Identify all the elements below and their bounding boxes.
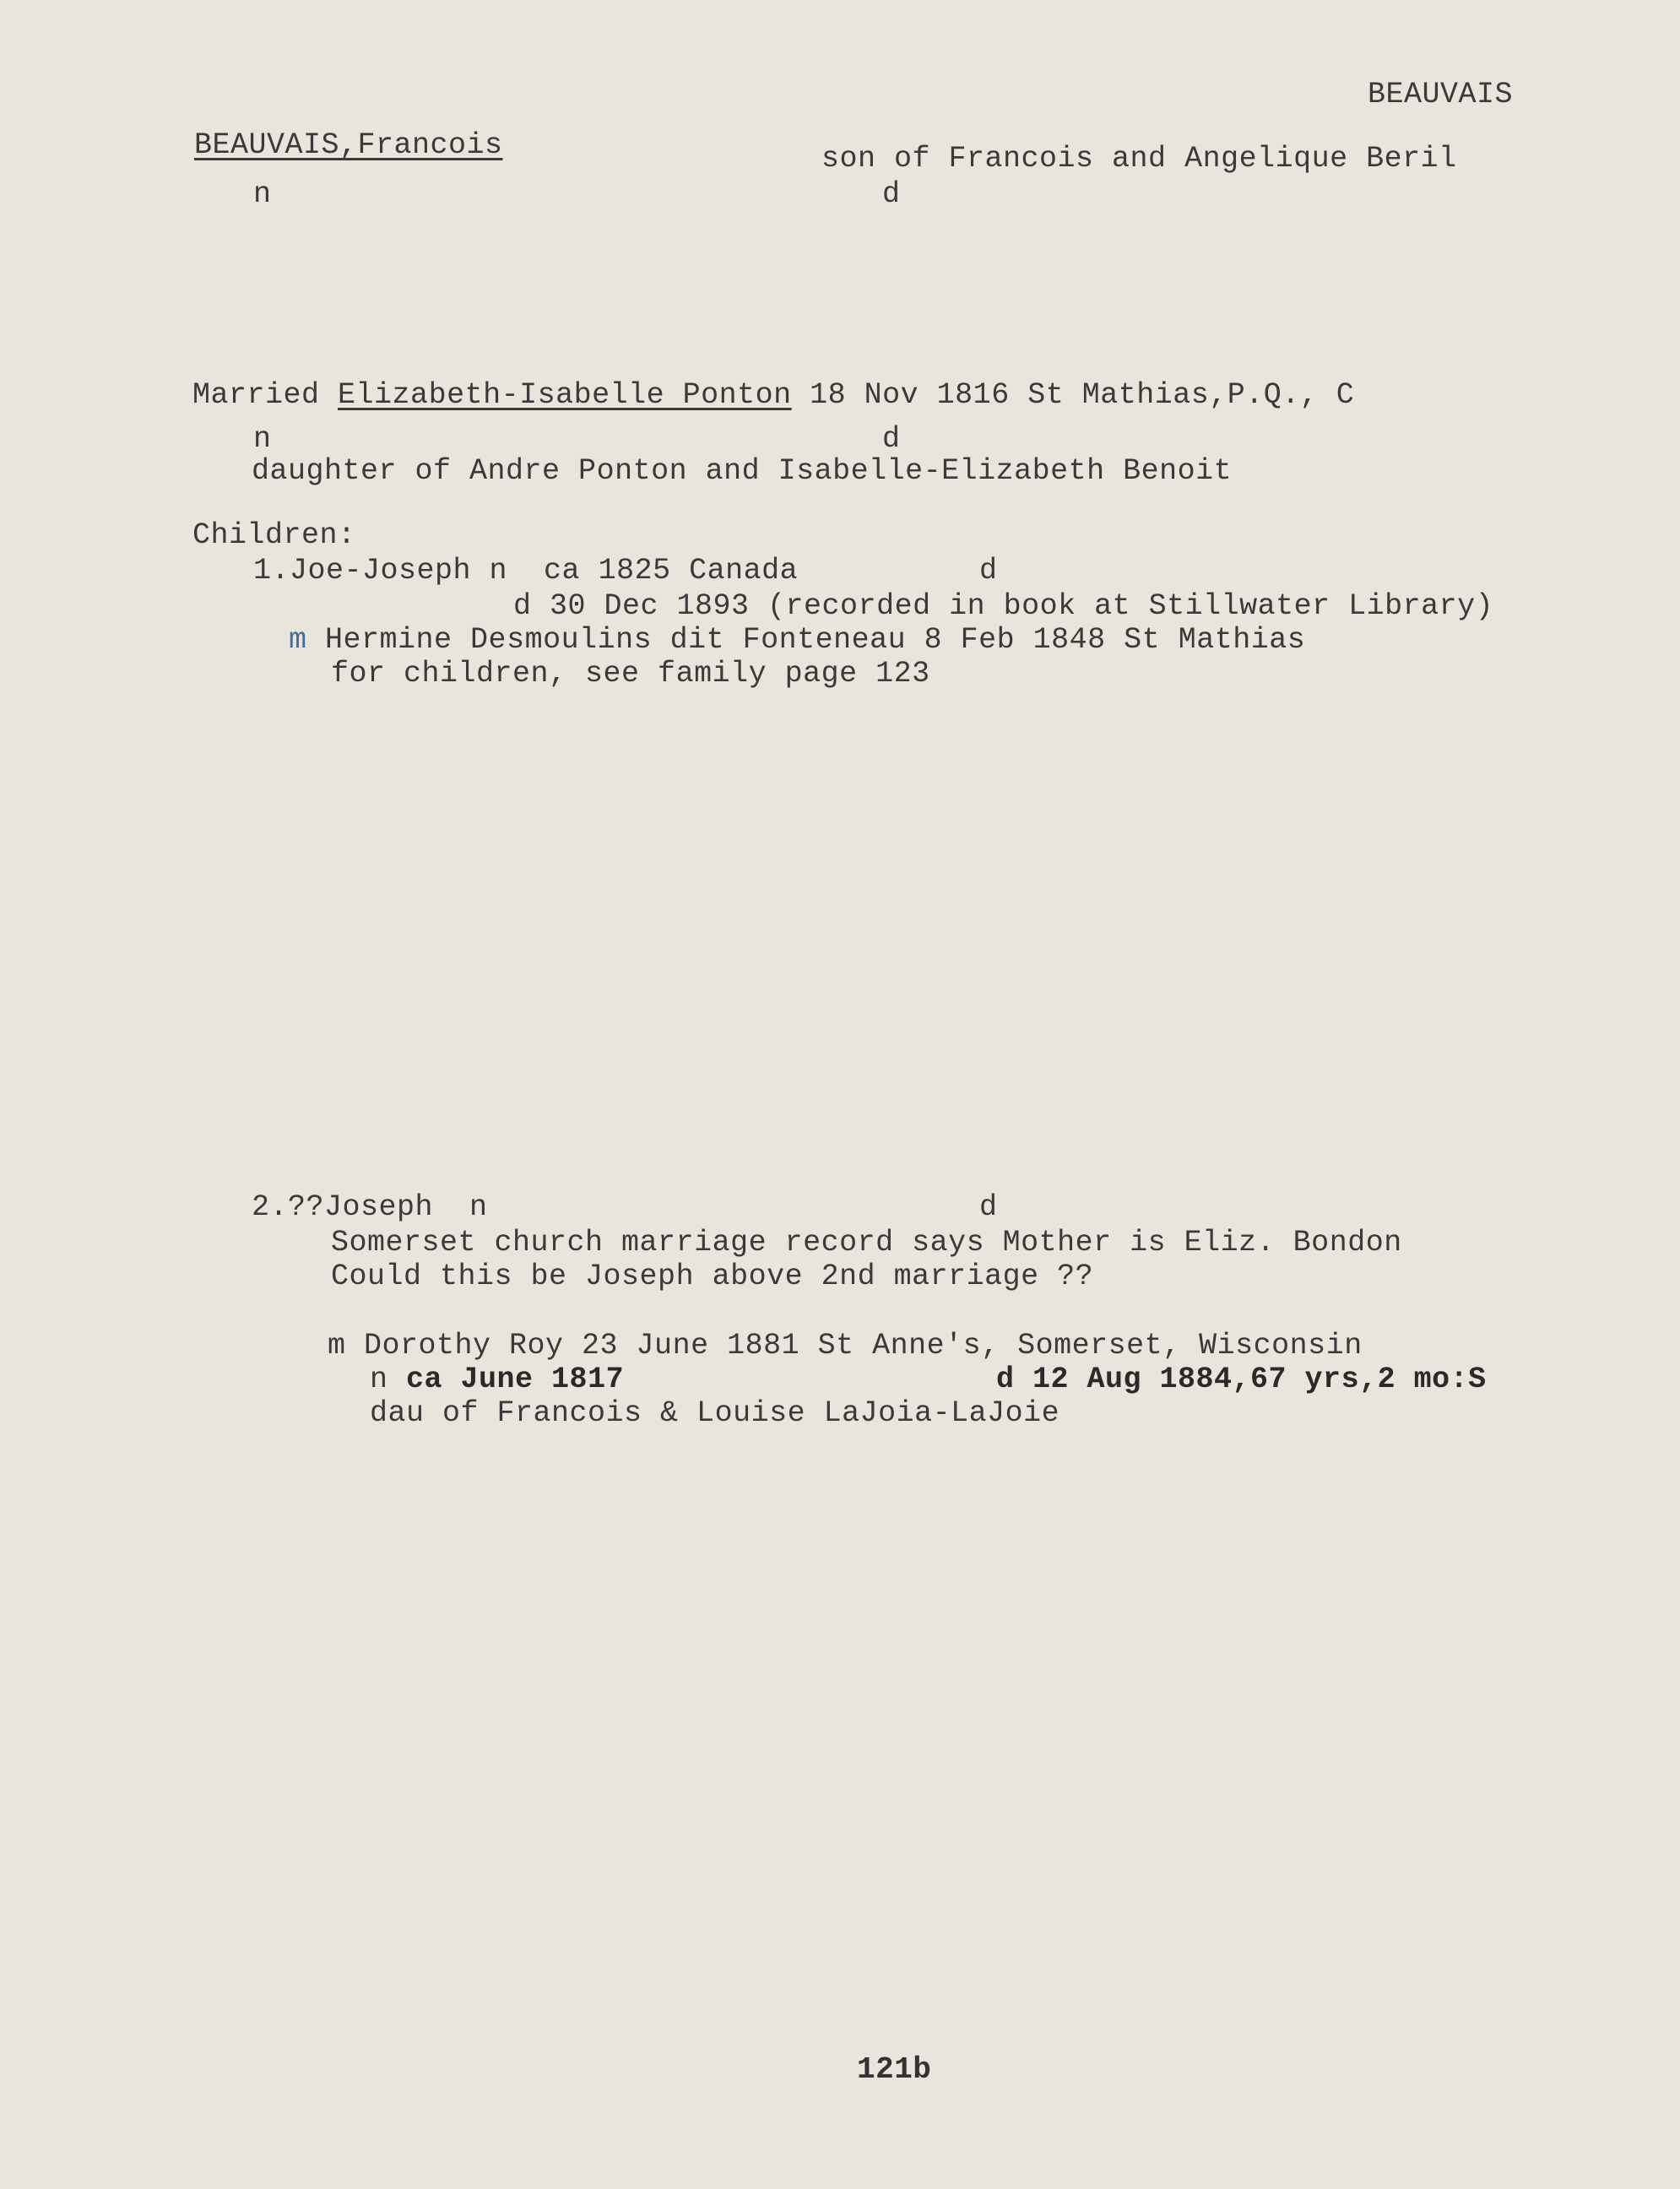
- child1-marriage-line: [289, 623, 1305, 657]
- subject-death-label: d: [882, 177, 901, 211]
- child1-marriage: Hermine Desmoulins dit Fonteneau 8 Feb 1848 St Mathias: [325, 623, 1306, 657]
- child1-m-label: m: [289, 623, 307, 657]
- subject-name: BEAUVAIS,Francois: [194, 128, 503, 162]
- child1-death-label: d: [979, 554, 998, 588]
- marriage-line: [192, 378, 1354, 412]
- page-number: 121b: [857, 2052, 932, 2087]
- subject-birth-label: n: [253, 177, 272, 211]
- child2-spouse-birth-line: [370, 1363, 624, 1396]
- child2-birth: 2.??Joseph n: [252, 1190, 488, 1224]
- spouse-death-label: d: [882, 422, 901, 456]
- spouse-parents: daughter of Andre Ponton and Isabelle-Elizabeth Benoit: [252, 454, 1233, 488]
- child1-death: d 30 Dec 1893 (recorded in book at Stillwater Library): [513, 589, 1494, 623]
- child2-spouse-parents: dau of Francois & Louise LaJoia-LaJoie: [370, 1396, 1060, 1430]
- child1-note: for children, see family page 123: [331, 657, 930, 691]
- marriage-details: 18 Nov 1816 St Mathias,P.Q., C: [810, 378, 1355, 412]
- child2-spouse-birth: ca June 1817: [406, 1363, 625, 1396]
- child2-death-label: d: [979, 1190, 998, 1224]
- child2-birth-n: n: [370, 1363, 388, 1396]
- child1-birth: 1.Joe-Joseph n ca 1825 Canada: [253, 554, 799, 588]
- marriage-prefix: Married: [192, 378, 320, 412]
- child2-note1: Somerset church marriage record says Mother is Eliz. Bondon: [331, 1226, 1402, 1260]
- children-heading: Children:: [192, 518, 356, 552]
- header-surname: BEAUVAIS: [1368, 78, 1514, 111]
- subject-parents: son of Francois and Angelique Beril: [821, 142, 1457, 176]
- marriage-spouse: Elizabeth-Isabelle Ponton: [338, 378, 792, 412]
- child2-marriage: m Dorothy Roy 23 June 1881 St Anne's, Somerset, Wisconsin: [328, 1329, 1363, 1363]
- spouse-birth-label: n: [253, 422, 272, 456]
- child2-spouse-death: d 12 Aug 1884,67 yrs,2 mo:S: [996, 1363, 1487, 1396]
- child2-note2: Could this be Joseph above 2nd marriage ??: [331, 1260, 1094, 1293]
